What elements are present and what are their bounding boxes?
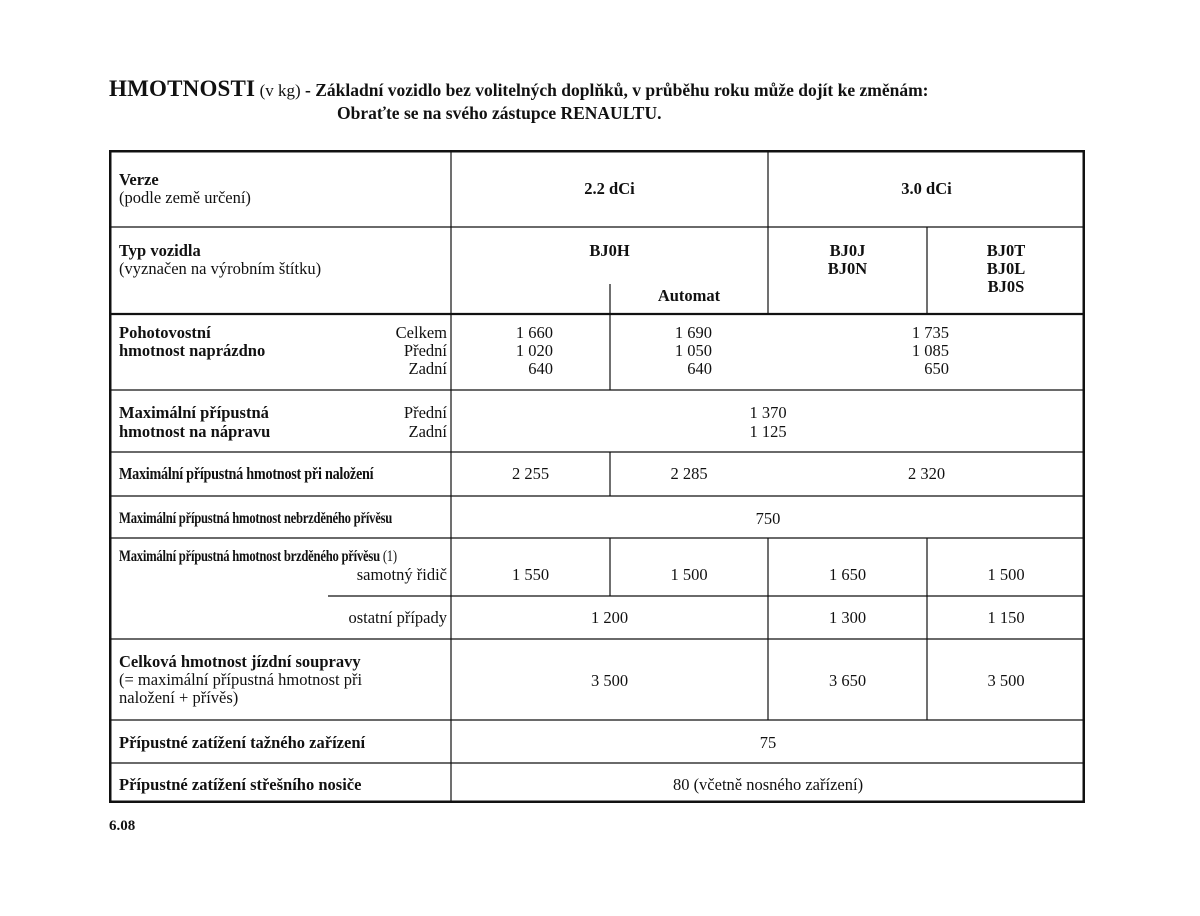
stresni-value: 80 (včetně nosného zařízení)	[672, 775, 864, 794]
poh-value: 1 020	[515, 341, 553, 360]
celkova-value: 3 650	[828, 671, 867, 690]
brzdeny-ostatni-value: 1 200	[590, 608, 629, 627]
brzdeny-ostatni-value: 1 150	[987, 608, 1025, 627]
page-title	[109, 78, 1109, 124]
engine-3-0-dci: 3.0 dCi	[901, 179, 952, 198]
type-bj0n: BJ0N	[827, 259, 868, 278]
tazne-label: Přípustné zatížení tažného zařízení	[119, 733, 366, 752]
nalozeni-value: 2 320	[907, 464, 946, 483]
brzdeny-samotny-value: 1 650	[828, 565, 867, 584]
brzdeny-samotny-value: 1 550	[511, 565, 550, 584]
pohotovostni-celkem: Celkem	[395, 323, 447, 342]
nalozeni-value: 2 285	[670, 464, 708, 483]
naprava-label-2: hmotnost na nápravu	[119, 422, 271, 441]
celkova-sub-1: (= maximální přípustná hmotnost při	[119, 670, 363, 689]
brzdeny-label: Maximální přípustná hmotnost brzděného přívěsu	[119, 548, 380, 565]
brzdeny-footnote: (1)	[382, 548, 397, 565]
type-bj0j: BJ0J	[829, 241, 866, 260]
type-bj0t: BJ0T	[986, 241, 1026, 260]
verze-sublabel: (podle země určení)	[119, 188, 251, 207]
naprava-value: 1 370	[749, 403, 787, 422]
nalozeni-label: Maximální přípustná hmotnost při naložení	[119, 464, 374, 483]
poh-value: 1 660	[515, 323, 553, 342]
pohotovostni-label-1: Pohotovostní	[119, 323, 211, 342]
title-separator: -	[300, 80, 316, 100]
title-description-line2: Obraťte se na svého zástupce RENAULTU.	[337, 103, 662, 123]
nebrzdeny-label: Maximální přípustná hmotnost nebrzděného přívěsu	[119, 510, 393, 527]
naprava-label-1: Maximální přípustná	[119, 403, 269, 422]
brzdeny-samotny-value: 1 500	[987, 565, 1025, 584]
engine-2-2-dci: 2.2 dCi	[584, 179, 635, 198]
celkova-value: 3 500	[590, 671, 629, 690]
title-description: Základní vozidlo bez volitelných doplňků, v průběhu roku může dojít ke změnám:	[315, 80, 929, 100]
poh-value: 1 735	[911, 323, 949, 342]
type-bj0s: BJ0S	[987, 277, 1025, 296]
title-main: HMOTNOSTI	[109, 76, 256, 101]
nalozeni-value: 2 255	[511, 464, 550, 483]
celkova-label: Celková hmotnost jízdní soupravy	[119, 652, 361, 671]
naprava-zadni: Zadní	[408, 422, 447, 441]
type-automat: Automat	[657, 286, 721, 305]
tazne-value: 75	[759, 733, 777, 752]
pohotovostni-zadni: Zadní	[408, 359, 447, 378]
brzdeny-ostatni-label: ostatní případy	[348, 608, 447, 627]
stresni-label: Přípustné zatížení střešního nosiče	[119, 775, 362, 794]
weights-table	[109, 150, 1085, 803]
type-bj0l: BJ0L	[986, 259, 1026, 278]
brzdeny-samotny-label: samotný řidič	[356, 565, 447, 584]
celkova-sub-2: naložení + přívěs)	[119, 688, 239, 707]
pohotovostni-predni: Přední	[403, 341, 447, 360]
celkova-value: 3 500	[987, 671, 1025, 690]
poh-value: 1 050	[674, 341, 712, 360]
pohotovostni-label-2: hmotnost naprázdno	[119, 341, 266, 360]
page-number: 6.08	[109, 818, 136, 834]
poh-value: 1 085	[911, 341, 949, 360]
typ-label: Typ vozidla	[119, 241, 201, 260]
brzdeny-samotny-value: 1 500	[670, 565, 708, 584]
title-unit: (v kg)	[259, 81, 301, 100]
poh-value: 1 690	[674, 323, 712, 342]
poh-value: 650	[924, 359, 949, 378]
nebrzdeny-value: 750	[755, 509, 781, 528]
poh-value: 640	[528, 359, 553, 378]
poh-value: 640	[687, 359, 712, 378]
type-bj0h: BJ0H	[589, 241, 630, 260]
naprava-value: 1 125	[749, 422, 787, 441]
brzdeny-ostatni-value: 1 300	[828, 608, 867, 627]
naprava-predni: Přední	[403, 403, 447, 422]
typ-sublabel: (vyznačen na výrobním štítku)	[119, 259, 322, 278]
brzdeny-label-row	[119, 548, 397, 567]
verze-label: Verze	[119, 170, 159, 189]
